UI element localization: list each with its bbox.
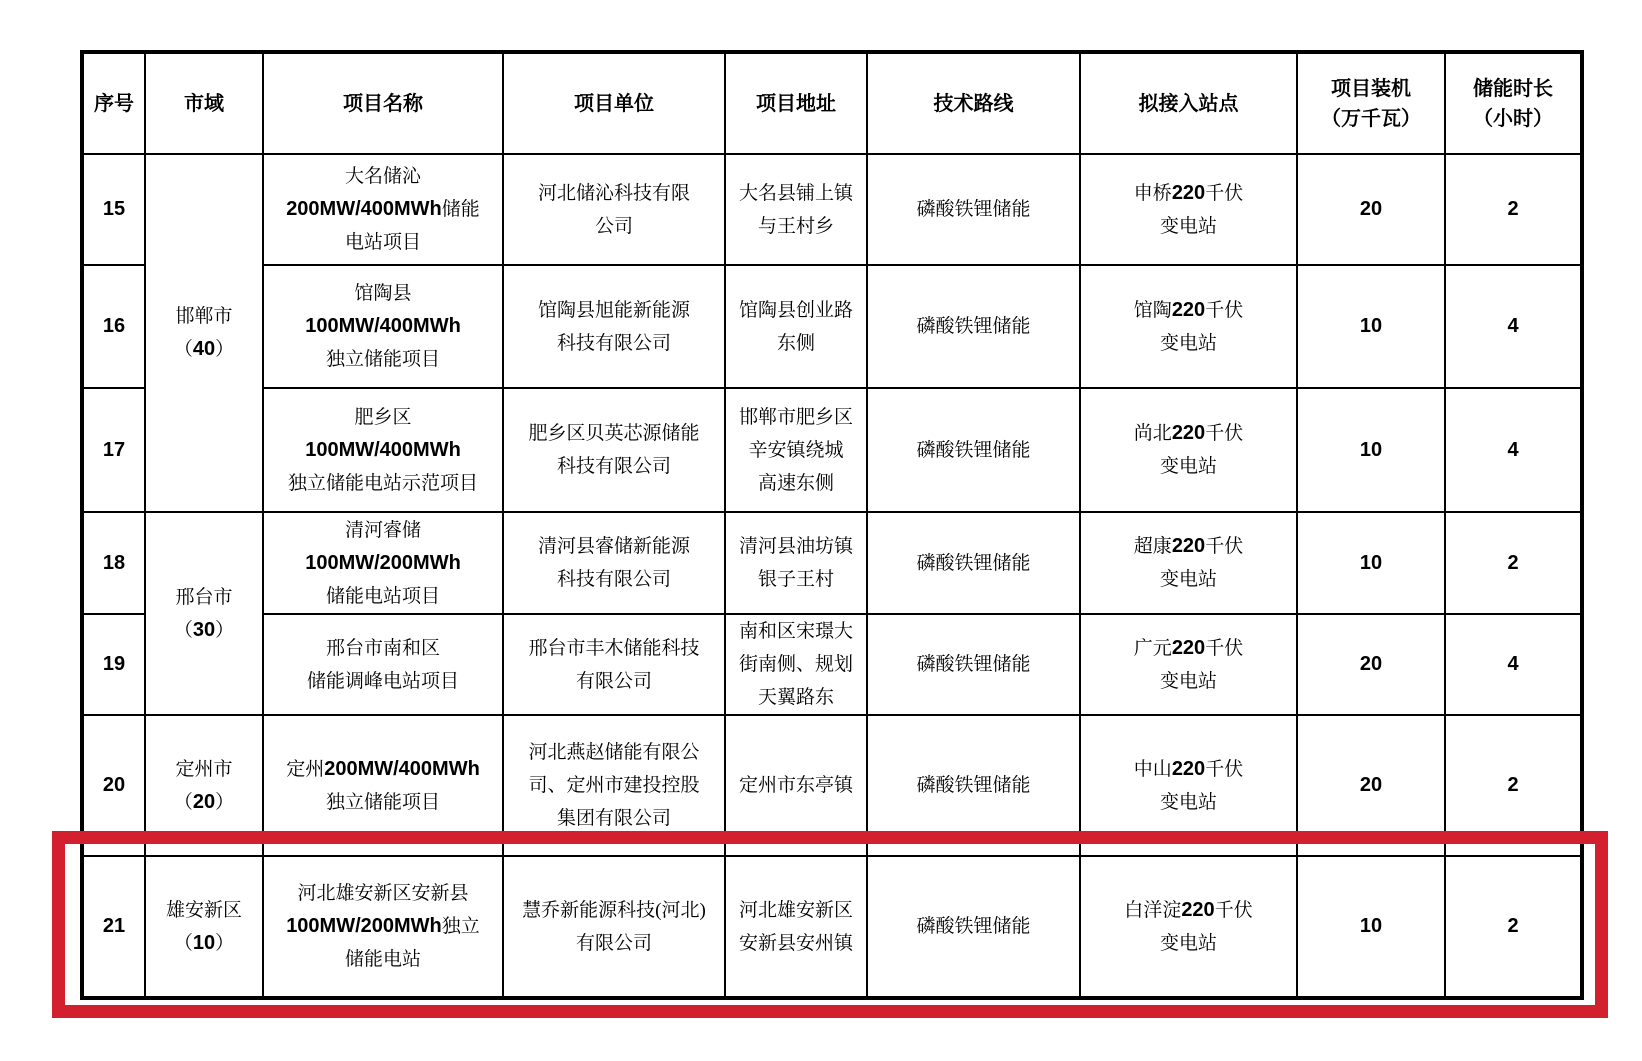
cell-project-name-line: 馆陶县 — [354, 283, 412, 304]
cell-project-name-line — [268, 310, 498, 343]
latin-text: 10 — [1359, 315, 1383, 337]
cell-project-unit-line: 科技有限公司 — [556, 569, 671, 590]
cell-access-station-line: 变电站 — [1159, 456, 1217, 477]
cell-access-station-line: 中山220千伏 — [1133, 757, 1244, 780]
cell-access-station-line: 尚北220千伏 — [1133, 422, 1244, 444]
cell-duration-line — [1450, 310, 1576, 343]
cell-city-line: （40） — [173, 338, 235, 360]
table-row — [82, 856, 1582, 998]
cell-access-station-line: 变电站 — [1159, 332, 1217, 354]
cell-project-address — [725, 512, 867, 614]
cell-access-station-line: 超康220千伏 — [1133, 535, 1244, 557]
latin-text: 100MW/200MWh — [305, 551, 461, 574]
col-city — [145, 52, 263, 154]
latin-text: 17 — [102, 438, 126, 461]
cell-project-address-line: 高速东侧 — [757, 472, 834, 494]
latin-text: 200MW/400MWh — [286, 198, 442, 220]
col-city-line: 市域 — [184, 92, 224, 115]
latin-text: 2 — [1507, 915, 1519, 937]
cell-project-name-line: 定州200MW/400MWh — [286, 757, 480, 780]
cell-project-address — [725, 265, 867, 388]
cell-project-address-line: 银子王村 — [757, 569, 834, 590]
latin-text: 2 — [1507, 774, 1519, 796]
cell-tech-route-line: 磷酸铁锂储能 — [916, 316, 1031, 337]
latin-text: 220 — [1171, 636, 1206, 659]
cell-project-name-line: 储能电站项目 — [325, 585, 440, 607]
cell-project-unit-line: 有限公司 — [575, 932, 652, 954]
cell-city — [145, 512, 263, 715]
cell-city — [145, 715, 263, 856]
cell-capacity-line — [1302, 910, 1440, 943]
latin-text: 220 — [1171, 757, 1206, 780]
cell-access-station — [1080, 265, 1297, 388]
cell-project-unit-line: 馆陶县旭能新能源 — [537, 299, 690, 321]
cell-project-name-line: 储能电站 — [344, 949, 421, 970]
latin-text: 20 — [192, 790, 216, 813]
cell-no — [82, 265, 145, 388]
cell-project-name-line: 邢台市南和区 — [325, 637, 440, 659]
cell-capacity-line — [1302, 648, 1440, 681]
cell-project-address-line: 南和区宋璟大 — [738, 621, 853, 642]
cell-city-line: （20） — [173, 790, 235, 813]
latin-text: 2 — [1507, 551, 1519, 574]
col-project-name — [263, 52, 503, 154]
cell-project-name-line: 河北雄安新区安新县 — [297, 883, 469, 904]
cell-project-unit-line: 清河县睿储新能源 — [537, 536, 690, 557]
cell-capacity — [1297, 265, 1445, 388]
cell-project-unit — [503, 388, 725, 512]
col-capacity-line: （万千瓦） — [1321, 107, 1421, 130]
latin-text: 10 — [1359, 551, 1383, 574]
cell-access-station-line: 白洋淀220千伏 — [1124, 898, 1253, 921]
cell-project-name-line: 肥乡区 — [354, 406, 412, 428]
cell-access-station-line: 申桥220千伏 — [1133, 181, 1244, 204]
cell-tech-route-line: 磷酸铁锂储能 — [916, 654, 1031, 675]
cell-no-line — [88, 193, 140, 226]
table-row — [82, 154, 1582, 265]
cell-project-unit — [503, 154, 725, 265]
latin-text: 40 — [192, 338, 216, 360]
table-header — [82, 52, 1582, 154]
col-project-unit-line: 项目单位 — [574, 92, 654, 115]
table-row — [82, 512, 1582, 614]
cell-project-address-line: 大名县铺上镇 — [738, 182, 853, 204]
latin-text: 220 — [1171, 181, 1206, 204]
latin-text: 100MW/400MWh — [305, 438, 461, 461]
cell-access-station — [1080, 154, 1297, 265]
latin-text: 30 — [192, 618, 216, 641]
cell-project-address-line: 与王村乡 — [757, 215, 834, 237]
col-tech-route-line: 技术路线 — [933, 92, 1014, 115]
cell-tech-route-line: 磷酸铁锂储能 — [916, 199, 1031, 220]
cell-access-station-line: 变电站 — [1159, 670, 1217, 692]
cell-access-station-line: 广元220千伏 — [1133, 636, 1244, 659]
cell-project-address — [725, 715, 867, 856]
latin-text: 10 — [1359, 915, 1383, 937]
cell-project-unit-line: 司、定州市建投控股 — [528, 775, 700, 796]
cell-duration-line — [1450, 648, 1576, 681]
cell-access-station — [1080, 512, 1297, 614]
cell-project-address — [725, 388, 867, 512]
cell-project-address — [725, 856, 867, 998]
cell-tech-route — [867, 715, 1080, 856]
latin-text: 20 — [1359, 653, 1383, 675]
cell-project-address-line: 天翼路东 — [757, 687, 834, 708]
latin-text: 18 — [102, 551, 126, 574]
cell-city-line: 定州市 — [175, 758, 233, 780]
cell-city-line: （30） — [173, 618, 235, 641]
col-no-line: 序号 — [94, 92, 134, 115]
latin-text: 16 — [102, 315, 126, 337]
cell-project-name — [263, 614, 503, 715]
cell-access-station — [1080, 856, 1297, 998]
cell-project-name-line: 储能调峰电站项目 — [306, 670, 459, 692]
col-duration — [1445, 52, 1582, 154]
cell-project-unit-line: 集团有限公司 — [556, 808, 671, 829]
cell-project-unit-line: 科技有限公司 — [556, 456, 671, 477]
cell-project-address-line: 馆陶县创业路 — [738, 299, 853, 321]
cell-tech-route-line: 磷酸铁锂储能 — [916, 552, 1031, 574]
cell-tech-route — [867, 512, 1080, 614]
latin-text: 220 — [1171, 422, 1206, 444]
cell-city — [145, 154, 263, 512]
table-body — [82, 154, 1582, 998]
col-no — [82, 52, 145, 154]
cell-project-address-line: 定州市东亭镇 — [738, 775, 853, 796]
project-table — [80, 50, 1584, 1000]
cell-project-name-line: 独立储能项目 — [325, 791, 440, 813]
latin-text: 2 — [1507, 198, 1519, 220]
cell-project-unit-line: 慧乔新能源科技(河北) — [522, 899, 706, 921]
cell-project-name-line — [268, 434, 498, 467]
cell-capacity — [1297, 154, 1445, 265]
latin-text: 220 — [1171, 298, 1206, 321]
cell-project-unit-line: 河北燕赵储能有限公 — [528, 742, 700, 763]
cell-project-name-line: 独立储能项目 — [325, 349, 440, 370]
col-project-unit — [503, 52, 725, 154]
cell-no — [82, 614, 145, 715]
cell-project-address-line: 东侧 — [776, 332, 815, 354]
cell-duration — [1445, 388, 1582, 512]
cell-tech-route — [867, 856, 1080, 998]
latin-text: 20 — [1359, 198, 1383, 220]
col-project-name-line: 项目名称 — [343, 92, 423, 115]
cell-no — [82, 856, 145, 998]
cell-project-name — [263, 154, 503, 265]
col-capacity-line: 项目装机 — [1331, 77, 1411, 100]
cell-tech-route — [867, 388, 1080, 512]
cell-access-station-line: 馆陶220千伏 — [1133, 298, 1244, 321]
latin-text: 10 — [192, 931, 216, 954]
cell-city-line: （10） — [173, 931, 235, 954]
cell-city-line: 雄安新区 — [165, 899, 242, 921]
cell-project-address-line: 河北雄安新区 — [738, 899, 853, 921]
cell-capacity — [1297, 512, 1445, 614]
cell-project-name-line: 电站项目 — [344, 232, 421, 253]
cell-access-station-line: 变电站 — [1159, 569, 1217, 590]
cell-no-line — [88, 769, 140, 802]
cell-project-name-line: 100MW/200MWh独立 — [286, 915, 480, 937]
cell-capacity-line — [1302, 434, 1440, 467]
cell-no — [82, 512, 145, 614]
latin-text: 20 — [102, 774, 126, 796]
cell-access-station-line: 变电站 — [1159, 215, 1217, 237]
project-table-container — [80, 50, 1584, 1000]
col-capacity — [1297, 52, 1445, 154]
cell-city-line: 邯郸市 — [175, 306, 233, 327]
latin-text: 100MW/400MWh — [305, 315, 461, 337]
cell-capacity — [1297, 715, 1445, 856]
cell-project-unit-line: 河北储沁科技有限 — [537, 182, 690, 204]
cell-duration — [1445, 614, 1582, 715]
cell-access-station — [1080, 388, 1297, 512]
cell-project-name — [263, 856, 503, 998]
cell-project-address — [725, 614, 867, 715]
cell-no — [82, 388, 145, 512]
cell-tech-route-line: 磷酸铁锂储能 — [916, 439, 1031, 461]
cell-city — [145, 856, 263, 998]
latin-text: 19 — [102, 653, 126, 675]
latin-text: 220 — [1181, 898, 1215, 921]
cell-tech-route — [867, 614, 1080, 715]
cell-no — [82, 154, 145, 265]
table-row — [82, 388, 1582, 512]
col-project-address — [725, 52, 867, 154]
cell-project-unit-line: 肥乡区贝英芯源储能 — [528, 423, 700, 444]
cell-access-station-line: 变电站 — [1159, 932, 1217, 954]
cell-project-unit — [503, 265, 725, 388]
cell-project-unit-line: 科技有限公司 — [556, 332, 671, 354]
latin-text: 10 — [1359, 438, 1383, 461]
latin-text: 21 — [102, 915, 126, 937]
cell-access-station — [1080, 715, 1297, 856]
cell-project-unit-line: 有限公司 — [575, 670, 652, 692]
latin-text: 220 — [1171, 535, 1206, 557]
cell-duration-line — [1450, 434, 1576, 467]
col-project-address-line: 项目地址 — [756, 92, 836, 115]
cell-no-line — [88, 547, 140, 580]
cell-project-unit-line: 邢台市丰木储能科技 — [528, 637, 700, 659]
cell-duration-line — [1450, 193, 1576, 226]
cell-project-address-line: 安新县安州镇 — [738, 932, 853, 954]
cell-duration-line — [1450, 769, 1576, 802]
cell-project-unit — [503, 715, 725, 856]
latin-text: 4 — [1507, 653, 1519, 675]
latin-text: 15 — [102, 198, 126, 220]
latin-text: 20 — [1359, 774, 1383, 796]
cell-project-name-line: 清河睿储 — [344, 519, 421, 541]
cell-project-name — [263, 388, 503, 512]
latin-text: 4 — [1507, 438, 1519, 461]
cell-project-address-line: 街南侧、规划 — [738, 654, 853, 675]
col-tech-route — [867, 52, 1080, 154]
col-access-station — [1080, 52, 1297, 154]
cell-no — [82, 715, 145, 856]
cell-capacity-line — [1302, 310, 1440, 343]
cell-project-name-line: 200MW/400MWh储能 — [286, 198, 480, 220]
cell-tech-route — [867, 154, 1080, 265]
cell-project-name — [263, 265, 503, 388]
cell-project-address-line: 清河县油坊镇 — [738, 536, 853, 557]
cell-no-line — [88, 434, 140, 467]
cell-tech-route-line: 磷酸铁锂储能 — [916, 775, 1031, 796]
cell-project-unit — [503, 512, 725, 614]
cell-project-unit — [503, 614, 725, 715]
table-row — [82, 265, 1582, 388]
cell-capacity — [1297, 614, 1445, 715]
col-access-station-line: 拟接入站点 — [1138, 92, 1239, 115]
cell-project-name-line — [268, 547, 498, 580]
cell-duration — [1445, 154, 1582, 265]
cell-project-name-line: 独立储能电站示范项目 — [287, 472, 478, 494]
table-row — [82, 614, 1582, 715]
cell-duration — [1445, 856, 1582, 998]
cell-project-unit — [503, 856, 725, 998]
latin-text: 100MW/200MWh — [286, 915, 442, 937]
cell-project-unit-line: 公司 — [594, 215, 633, 237]
cell-duration-line — [1450, 910, 1576, 943]
cell-capacity-line — [1302, 547, 1440, 580]
table-row — [82, 715, 1582, 856]
cell-project-name — [263, 715, 503, 856]
cell-duration — [1445, 512, 1582, 614]
cell-capacity-line — [1302, 193, 1440, 226]
header-row — [82, 52, 1582, 154]
latin-text: 4 — [1507, 315, 1519, 337]
cell-tech-route-line: 磷酸铁锂储能 — [916, 916, 1031, 937]
cell-project-address — [725, 154, 867, 265]
cell-project-name — [263, 512, 503, 614]
cell-no-line — [88, 310, 140, 343]
cell-access-station-line: 变电站 — [1159, 791, 1217, 813]
latin-text: 200MW/400MWh — [324, 757, 480, 780]
cell-project-name-line: 大名储沁 — [344, 166, 421, 187]
cell-project-address-line: 辛安镇绕城 — [748, 439, 844, 461]
cell-capacity — [1297, 856, 1445, 998]
cell-city-line: 邢台市 — [175, 586, 233, 608]
col-duration-line: 储能时长 — [1473, 77, 1553, 100]
col-duration-line: （小时） — [1473, 107, 1553, 130]
cell-duration-line — [1450, 547, 1576, 580]
cell-project-address-line: 邯郸市肥乡区 — [738, 406, 853, 428]
cell-duration — [1445, 265, 1582, 388]
cell-no-line — [88, 910, 140, 943]
cell-capacity — [1297, 388, 1445, 512]
cell-tech-route — [867, 265, 1080, 388]
cell-access-station — [1080, 614, 1297, 715]
cell-no-line — [88, 648, 140, 681]
cell-duration — [1445, 715, 1582, 856]
cell-capacity-line — [1302, 769, 1440, 802]
